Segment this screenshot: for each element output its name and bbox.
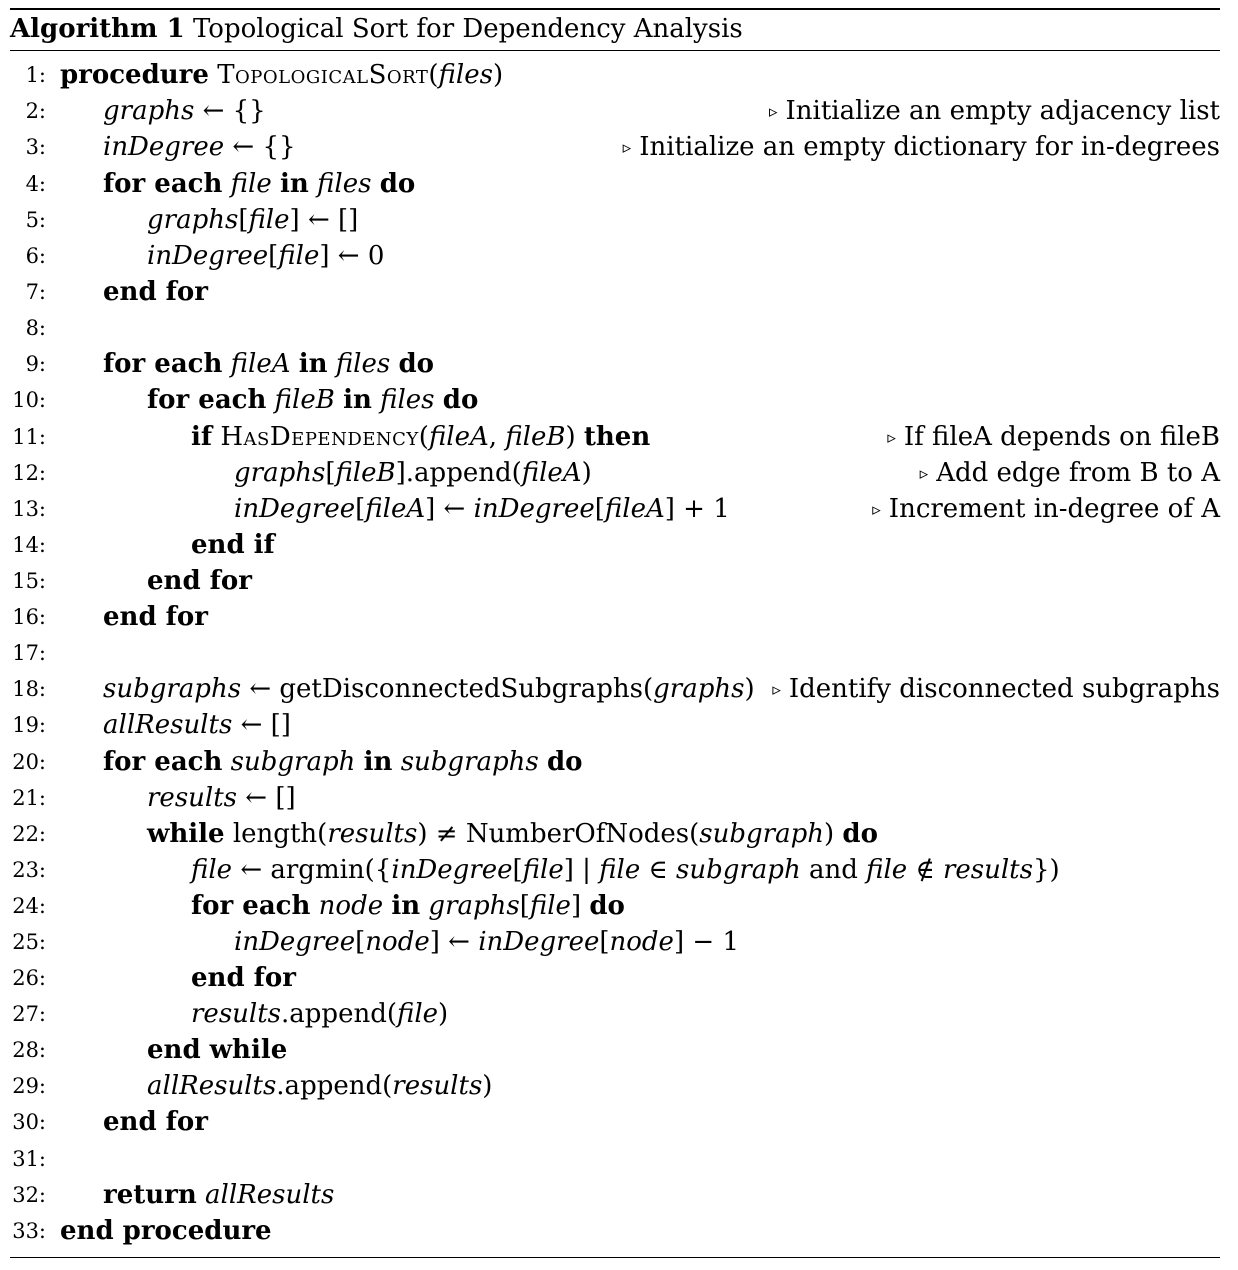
comment-marker-icon: ▹ [622,138,632,158]
minus-sign: − [692,927,715,957]
paren: ) [581,458,592,488]
line-number: 5: [25,208,46,232]
line-number: 28: [12,1038,46,1062]
code-line [234,455,592,491]
algorithm-line [0,1177,1238,1213]
variable: file [599,855,641,885]
assign-arrow: ← [443,494,466,524]
code-line [103,274,208,310]
line-number: 24: [12,894,46,918]
keyword-for-each: for each [103,349,223,379]
variable: subgraphs [400,747,539,777]
variable: results [942,855,1033,885]
comment-text: If fileA depends on fileB [903,422,1220,452]
line-number: 30: [12,1110,46,1134]
variable: subgraph [699,819,824,849]
paren: ) [417,819,428,849]
variable: file [278,241,320,271]
code-line [191,888,625,924]
comment-text: Add edge from B to A [936,458,1220,488]
algorithm-line [0,57,1238,93]
bracket: ] [319,241,330,271]
variable: results [392,1071,483,1101]
code-line [191,419,650,455]
variable: file [397,999,439,1029]
variable: file [230,169,272,199]
variable: results [191,999,282,1029]
keyword-do: do [379,169,416,199]
algorithm-line [0,1141,1238,1177]
variable: file [191,855,233,885]
paren: ) [824,819,835,849]
algorithm-line [0,816,1238,852]
number: 1 [722,927,739,957]
algorithm-line [0,346,1238,382]
bracket: [ [325,458,336,488]
line-number: 2: [25,99,46,123]
line-number: 16: [12,605,46,629]
code-line [103,671,755,707]
keyword-do: do [589,891,625,921]
keyword-do: do [842,819,878,849]
variable: graphs [103,96,195,126]
algorithm-line [0,852,1238,888]
variable: allResults [103,710,233,740]
assign-arrow: ← [240,710,263,740]
variable: file [522,855,564,885]
algorithm-line [0,166,1238,202]
neq-sign: ≠ [435,819,458,849]
variable: inDegree [473,494,595,524]
variable: graphs [234,458,326,488]
algorithm-line [0,382,1238,418]
bracket: ] [395,458,406,488]
line-number: 21: [12,786,46,810]
code-line [234,491,730,527]
bracket: [ [512,855,523,885]
function-name: argmin [270,855,365,885]
bracket: [ [238,205,249,235]
variable: node [609,927,674,957]
caption-rule [10,50,1220,51]
code-line [103,93,266,129]
assign-arrow: ← [232,132,255,162]
variable: graphs [147,205,239,235]
line-number: 6: [25,244,46,268]
line-number: 17: [12,641,46,665]
bottom-rule [10,1257,1220,1258]
variable: inDegree [234,494,356,524]
bracket: ] [664,494,675,524]
bracket: [ [599,927,610,957]
paren: ) [744,674,755,704]
variable: subgraph [230,747,356,777]
variable: fileB [335,458,396,488]
variable: graphs [428,891,520,921]
comment-marker-icon: ▹ [919,464,929,484]
line-number: 14: [12,533,46,557]
algorithm-line [0,599,1238,635]
keyword-do: do [442,385,479,415]
line-number: 31: [12,1147,46,1171]
algorithm-line [0,1032,1238,1068]
algorithm-line [0,960,1238,996]
keyword-end-for: end for [147,566,252,596]
paren: ( [386,999,397,1029]
variable: node [318,891,384,921]
paren: ( [643,674,654,704]
code-line [191,852,1060,888]
paren: ) [482,1071,493,1101]
variable: fileA [230,349,291,379]
algorithm-caption [10,10,743,48]
bracket: [ [268,241,279,271]
assign-arrow: ← [337,241,360,271]
code-line [147,563,252,599]
variable: fileA [428,422,489,452]
line-number: 3: [25,135,46,159]
empty-list: [] [275,783,296,813]
line-number: 9: [25,352,46,376]
paren: ( [364,855,375,885]
line-number: 25: [12,930,46,954]
algorithm-line [0,419,1238,455]
variable: fileA [365,494,426,524]
keyword-end-for: end for [103,602,208,632]
code-line [147,816,878,852]
keyword-return: return [103,1180,197,1210]
keyword-in: in [279,169,309,199]
algorithm-line [0,1104,1238,1140]
code-line [191,527,275,563]
line-number: 11: [12,425,46,449]
line-number: 8: [25,316,46,340]
bracket: ] [289,205,300,235]
keyword-for-each: for each [103,169,223,199]
comment-text: Initialize an empty adjacency list [785,96,1220,126]
paren: ) [565,422,576,452]
bracket: [ [594,494,605,524]
comment-text: Initialize an empty dictionary for in-degrees [639,132,1220,162]
line-number: 23: [12,858,46,882]
code-line [103,599,208,635]
code-line [147,238,384,274]
code-line [103,166,415,202]
keyword-procedure: procedure [60,60,209,90]
function-name: NumberOfNodes [465,819,690,849]
variable: file [866,855,908,885]
algorithm-line [0,310,1238,346]
assign-arrow: ← [448,927,470,957]
brace: { [374,855,392,885]
line-number: 27: [12,1002,46,1026]
line-number: 19: [12,713,46,737]
code-line [103,129,296,165]
line-number: 13: [12,497,46,521]
bracket: [ [355,494,366,524]
variable: inDegree [478,927,600,957]
method-append: .append [281,999,387,1029]
paren: ( [511,458,522,488]
variable: fileA [604,494,665,524]
variable: file [248,205,290,235]
code-line [147,1068,492,1104]
variable: inDegree [391,855,513,885]
paren: ( [689,819,700,849]
code-line [103,707,291,743]
algorithm-line [0,238,1238,274]
comment [872,491,1220,530]
algorithm-label: Algorithm 1 [10,14,185,44]
comment [769,93,1220,132]
number: 1 [713,494,730,524]
algorithm-line [0,129,1238,165]
code-line [103,346,434,382]
variable: inDegree [234,927,356,957]
procedure-name: TopologicalSort [217,60,429,90]
function-name: length [232,819,318,849]
algorithm-line [0,671,1238,707]
paren: ( [317,819,328,849]
comment-text: Identify disconnected subgraphs [788,674,1220,704]
variable: fileB [274,385,335,415]
code-line [103,1104,208,1140]
variable: files [380,385,435,415]
function-name: getDisconnectedSubgraphs [279,674,643,704]
keyword-in: in [391,891,421,921]
algorithm-title: Topological Sort for Dependency Analysis [192,14,743,44]
empty-dict: {} [232,96,266,126]
variable: inDegree [147,241,269,271]
code-line [60,57,503,93]
code-line [147,382,478,418]
brace: } [1032,855,1050,885]
assign-arrow: ← [307,205,330,235]
comment-text: Increment in-degree of A [888,494,1220,524]
keyword-and: and [808,855,858,885]
variable: fileA [521,458,582,488]
paren: ( [428,60,439,90]
algorithm-line [0,274,1238,310]
variable: subgraph [676,855,801,885]
variable: graphs [653,674,745,704]
empty-dict: {} [262,132,296,162]
code-line [147,1032,287,1068]
keyword-in: in [363,747,393,777]
comment-marker-icon: ▹ [768,102,778,122]
line-number: 12: [12,461,46,485]
algorithm-line [0,924,1238,960]
bracket: ] [425,494,436,524]
code-line [147,780,296,816]
bracket: ] [673,927,685,957]
keyword-in: in [343,385,372,415]
assign-arrow: ← [240,855,263,885]
algorithm-line [0,635,1238,671]
code-line [60,1213,272,1249]
comment [623,129,1220,168]
algorithm-line [0,888,1238,924]
variable: allResults [147,1071,277,1101]
bracket: [ [519,891,530,921]
elem-sign: ∈ [648,855,668,885]
algorithm-line [0,1068,1238,1104]
keyword-then: then [583,422,651,452]
empty-list: [] [270,710,291,740]
keyword-for-each: for each [103,747,223,777]
algorithm-line [0,563,1238,599]
paren: ( [418,422,429,452]
line-number: 33: [12,1219,46,1243]
algorithm-line [0,707,1238,743]
line-number: 15: [12,569,46,593]
assign-arrow: ← [202,96,225,126]
line-number: 4: [25,172,46,196]
number: 0 [367,241,385,271]
method-append: .append [276,1071,383,1101]
variable: file [529,891,571,921]
assign-arrow: ← [245,783,268,813]
code-line [147,202,358,238]
keyword-end-for: end for [103,277,208,307]
code-line [234,924,739,960]
algorithm-line [0,202,1238,238]
variable: results [327,819,418,849]
algorithm-line [0,527,1238,563]
algorithm-line [0,491,1238,527]
keyword-end-while: end while [147,1035,288,1065]
variable: allResults [205,1180,335,1210]
line-number: 20: [12,750,46,774]
keyword-end-for: end for [103,1107,208,1137]
bracket: ] [429,927,440,957]
plus-sign: + [683,494,705,524]
keyword-for-each: for each [147,385,267,415]
algorithm-line [0,1213,1238,1249]
keyword-end-procedure: end procedure [60,1216,272,1246]
bracket: [ [355,927,366,957]
paren: ) [492,60,504,90]
comment [920,455,1220,494]
code-line [103,744,583,780]
line-number: 22: [12,822,46,846]
variable: fileB [505,422,566,452]
line-number: 26: [12,966,46,990]
paren: ( [382,1071,393,1101]
bracket: ] [563,855,574,885]
algorithm-line [0,780,1238,816]
variable: files [335,349,391,379]
bracket: ] [570,891,582,921]
comment [887,419,1220,458]
comma: , [488,422,498,452]
code-line [191,960,296,996]
keyword-while: while [147,819,225,849]
code-line [191,996,448,1032]
line-number: 32: [12,1183,46,1207]
keyword-do: do [398,349,434,379]
code-line [103,1177,334,1213]
line-number: 29: [12,1074,46,1098]
algorithm-line [0,455,1238,491]
variable: subgraphs [103,674,242,704]
variable: inDegree [103,132,225,162]
assign-arrow: ← [249,674,272,704]
algorithm-line [0,996,1238,1032]
keyword-do: do [547,747,583,777]
paren: ) [438,999,449,1029]
not-elem-sign: ∉ [915,855,935,885]
variable: files [317,169,372,199]
keyword-end-for: end for [191,963,296,993]
algorithm-line [0,93,1238,129]
comment-marker-icon: ▹ [887,428,896,448]
line-number: 1: [25,63,46,87]
variable: files [438,60,493,90]
line-number: 7: [25,280,46,304]
keyword-end-if: end if [191,530,275,560]
comment [772,671,1220,710]
keyword-if: if [191,422,213,452]
variable: node [365,927,430,957]
algorithm-line [0,744,1238,780]
line-number: 10: [12,388,46,412]
function-name: HasDependency [220,422,419,452]
paren: ) [1049,855,1060,885]
empty-list: [] [338,205,359,235]
variable: results [147,783,238,813]
keyword-in: in [298,349,328,379]
keyword-for-each: for each [191,891,311,921]
bar-sign: | [582,855,591,885]
line-number: 18: [12,677,46,701]
method-append: .append [405,458,512,488]
comment-marker-icon: ▹ [872,500,881,520]
comment-marker-icon: ▹ [772,680,781,700]
